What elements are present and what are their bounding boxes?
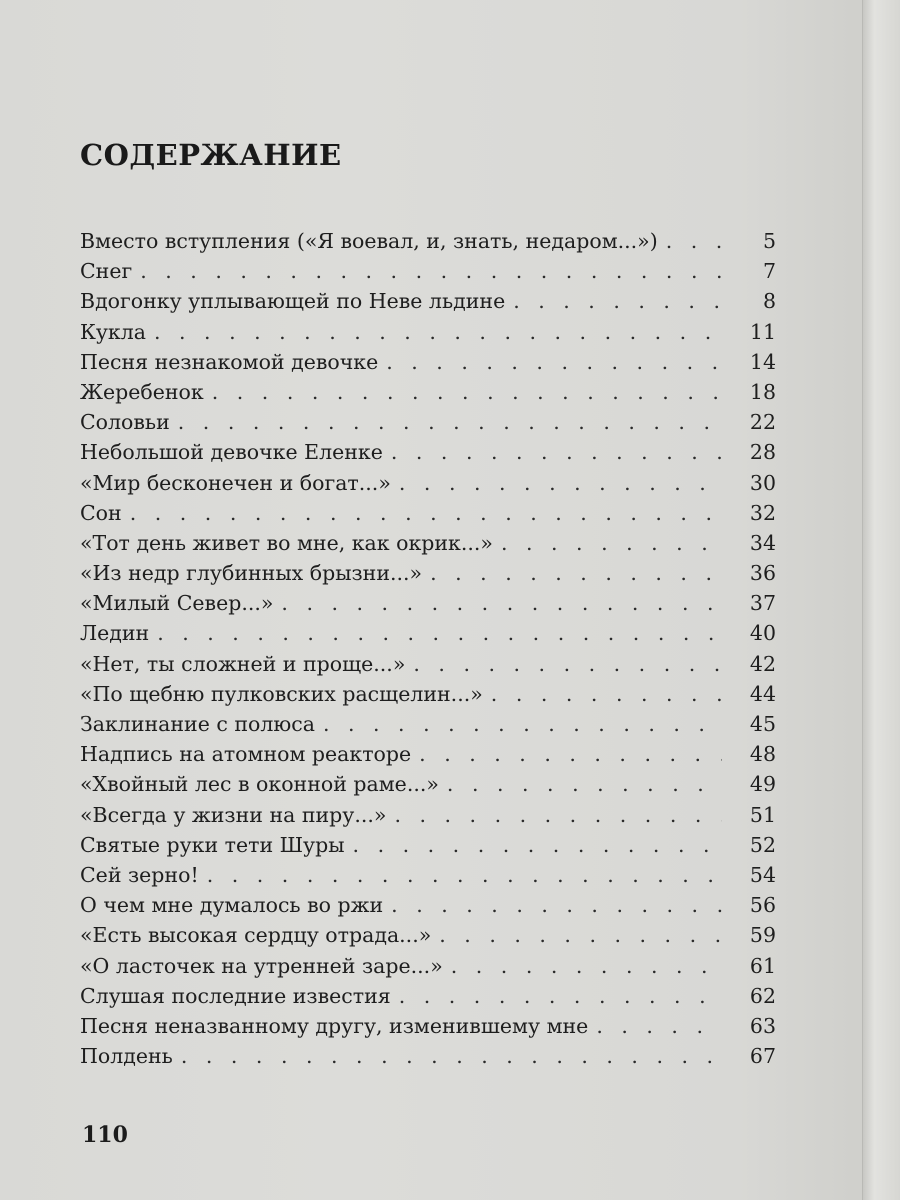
dot-leader: [181, 1041, 722, 1071]
dot-leader: [281, 588, 722, 618]
toc-entry: [80, 890, 776, 920]
dot-leader: [413, 649, 722, 679]
dot-leader: [391, 437, 722, 467]
dot-leader: [439, 920, 722, 950]
toc-entry: [80, 1041, 776, 1071]
toc-entry-title: Сей зерно!: [80, 862, 199, 887]
toc-entry-title: «Тот день живет во мне, как окрик...»: [80, 530, 493, 555]
toc-entry: [80, 588, 776, 618]
toc-entry-title: Ледин: [80, 621, 150, 646]
toc-entry-title: Жеребенок: [80, 379, 204, 404]
toc-entry-page: 45: [749, 712, 776, 736]
toc-entry: [80, 407, 776, 437]
toc-entry-page: 62: [749, 983, 776, 1008]
dot-leader: [399, 468, 722, 498]
toc-entry-page: 49: [749, 772, 776, 797]
dot-leader: [666, 226, 722, 256]
dot-leader: [451, 951, 722, 981]
toc-entry-page: 28: [749, 440, 776, 465]
toc-entry: [80, 437, 776, 467]
dot-leader: [394, 800, 722, 830]
toc-entry-title: Сон: [80, 500, 122, 525]
toc-entry-title: «По щебню пулковских расщелин...»: [80, 681, 483, 706]
toc-entry-page: 11: [749, 319, 776, 344]
toc-entry: [80, 679, 776, 709]
toc-entry-title: Полдень: [80, 1044, 173, 1069]
toc-entry-page: 36: [749, 561, 776, 586]
toc-entry-page: 48: [749, 742, 776, 767]
toc-entry-title: Кукла: [80, 319, 146, 344]
toc-entry-title: Вдогонку уплывающей по Неве льдине: [80, 289, 506, 314]
next-page-edge: [862, 0, 900, 1200]
toc-entry: [80, 286, 776, 316]
toc-entry-page: 61: [749, 953, 776, 978]
toc-entry-title: «Всегда у жизни на пиру...»: [80, 802, 387, 827]
toc-entry-page: 42: [749, 651, 776, 676]
toc-entry-title: «Есть высокая сердцу отрада...»: [80, 923, 432, 948]
toc-entry-page: 59: [749, 923, 776, 948]
toc-entry-title: Вместо вступления («Я воевал, и, знать, недаром...»): [80, 229, 658, 253]
toc-entry-page: 30: [749, 470, 776, 495]
dot-leader: [501, 528, 722, 558]
dot-leader: [212, 377, 722, 407]
toc-entry-page: 40: [749, 621, 776, 646]
page-title: СОДЕРЖАНИЕ: [80, 138, 342, 172]
toc-entry-page: 63: [749, 1013, 776, 1038]
toc-entry-page: 7: [762, 259, 776, 284]
toc-entry-title: Заклинание с полюса: [80, 712, 315, 736]
toc-entry-title: «Нет, ты сложней и проще...»: [80, 651, 406, 676]
toc-entry: [80, 498, 776, 528]
dot-leader: [447, 769, 722, 799]
toc-entry-page: 54: [749, 862, 776, 887]
dot-leader: [491, 679, 722, 709]
dot-leader: [323, 709, 722, 739]
toc-entry: [80, 618, 776, 648]
toc-entry: [80, 317, 776, 347]
toc-entry-page: 34: [749, 530, 776, 555]
toc-entry: [80, 920, 776, 950]
toc-entry: [80, 860, 776, 890]
toc-entry-page: 8: [762, 289, 776, 314]
toc-entry: [80, 558, 776, 588]
toc-entry-page: 37: [749, 591, 776, 616]
toc-entry: [80, 981, 776, 1011]
toc-entry-page: 14: [749, 349, 776, 374]
toc-entry: [80, 739, 776, 769]
toc-entry-page: 22: [749, 410, 776, 435]
dot-leader: [391, 890, 722, 920]
dot-leader: [513, 286, 722, 316]
toc-entry: [80, 377, 776, 407]
toc-entry: [80, 1011, 776, 1041]
dot-leader: [430, 558, 722, 588]
dot-leader: [140, 256, 722, 286]
toc-entry-title: «Мир бесконечен и богат...»: [80, 470, 391, 495]
toc-entry-title: «Из недр глубинных брызни...»: [80, 561, 423, 586]
toc-entry-page: 67: [749, 1044, 776, 1069]
toc-entry: [80, 800, 776, 830]
toc-entry: [80, 226, 776, 256]
toc-entry-page: 52: [749, 832, 776, 857]
toc-entry: [80, 528, 776, 558]
toc-entry-title: Снег: [80, 259, 133, 284]
toc-entry-page: 56: [749, 893, 776, 918]
toc-entry-title: Надпись на атомном реакторе: [80, 742, 412, 767]
toc-entry-page: 51: [749, 802, 776, 827]
page-number: 110: [82, 1122, 128, 1148]
dot-leader: [399, 981, 722, 1011]
toc-entry-page: 32: [749, 500, 776, 525]
dot-leader: [596, 1011, 722, 1041]
toc-entry-title: Песня незнакомой девочке: [80, 349, 379, 374]
toc-entry-page: 5: [762, 229, 776, 253]
dot-leader: [207, 860, 722, 890]
toc-entry-title: Небольшой девочке Еленке: [80, 440, 383, 465]
toc-entry-title: Слушая последние известия: [80, 983, 391, 1008]
toc-entry: [80, 709, 776, 739]
toc-entry-title: Песня неназванному другу, изменившему мне: [80, 1013, 589, 1038]
table-of-contents: [80, 226, 776, 1071]
dot-leader: [419, 739, 722, 769]
toc-entry-page: 18: [749, 379, 776, 404]
toc-entry: [80, 468, 776, 498]
toc-entry-title: О чем мне думалось во ржи: [80, 893, 384, 918]
toc-entry: [80, 256, 776, 286]
toc-entry-title: «Милый Север...»: [80, 591, 274, 616]
toc-entry-title: Святые руки тети Шуры: [80, 832, 345, 857]
dot-leader: [178, 407, 722, 437]
toc-entry-title: «Хвойный лес в оконной раме...»: [80, 772, 439, 797]
toc-entry: [80, 951, 776, 981]
dot-leader: [157, 618, 722, 648]
dot-leader: [154, 317, 722, 347]
toc-entry-title: Соловьи: [80, 410, 170, 435]
toc-entry: [80, 769, 776, 799]
toc-entry-page: 44: [749, 681, 776, 706]
toc-entry-title: «О ласточек на утренней заре...»: [80, 953, 443, 978]
dot-leader: [353, 830, 722, 860]
toc-entry: [80, 649, 776, 679]
dot-leader: [130, 498, 722, 528]
toc-entry: [80, 830, 776, 860]
dot-leader: [386, 347, 722, 377]
toc-entry: [80, 347, 776, 377]
